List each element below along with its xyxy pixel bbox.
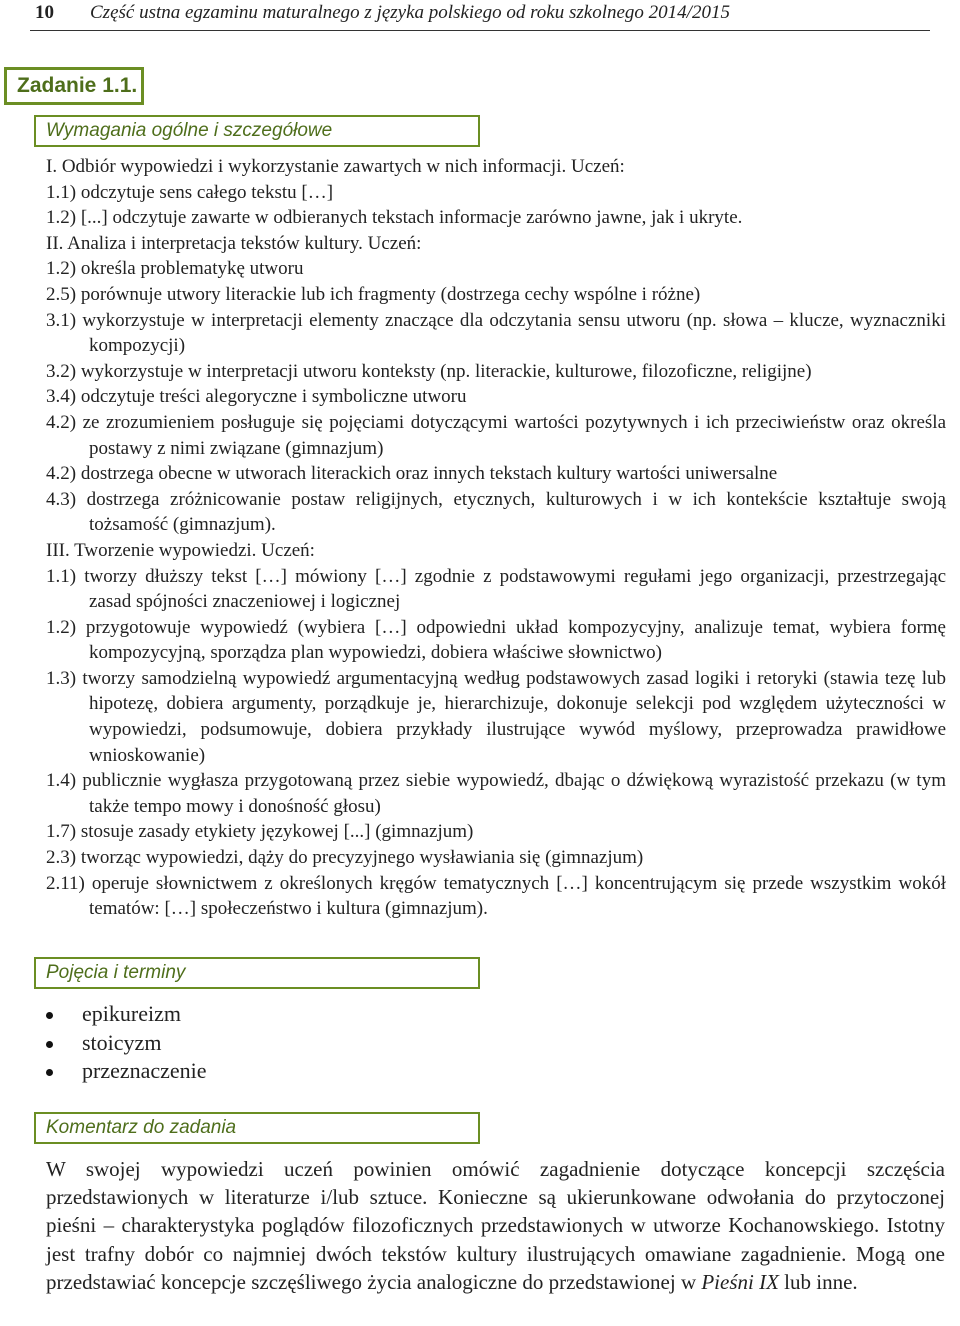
- commentary-emphasis: Pieśni IX: [701, 1269, 779, 1294]
- req-section-heading: I. Odbiór wypowiedzi i wykorzystanie zawartych w nich informacji. Uczeń:: [46, 156, 625, 177]
- req-item: 1.1) tworzy dłuższy tekst […] mówiony […] zgodnie z podstawowymi regułami jego organizacji, przestrzegając zasad spójności znaczeniowej i logicznej: [46, 565, 946, 613]
- req-item: 4.2) ze zrozumieniem posługuje się pojęciami dotyczącymi wartości pozytywnych i ich przeciwieństw oraz określa postawy z nimi związane (gimnazjum): [46, 411, 946, 459]
- requirements-list: [46, 154, 946, 922]
- term-item: przeznaczenie: [46, 1057, 207, 1086]
- req-item: 1.1) odczytuje sens całego tekstu […]: [46, 181, 334, 203]
- req-item: 1.2) określa problematykę utworu: [46, 258, 304, 280]
- task-label-box: Zadanie 1.1.: [4, 67, 144, 105]
- req-item: 2.3) tworząc wypowiedzi, dąży do precyzyjnego wysławiania się (gimnazjum): [46, 847, 644, 869]
- req-item: 1.2) [...] odczytuje zawarte w odbieranych tekstach informacje zarówno jawne, jak i ukryte.: [46, 207, 743, 229]
- terms-list: [46, 1000, 207, 1086]
- term-item: stoicyzm: [46, 1029, 207, 1058]
- terms-heading: Pojęcia i terminy: [34, 957, 480, 989]
- commentary-text-start: W swojej wypowiedzi uczeń powinien omówić zagadnienie dotyczące koncepcji szczęścia przedstawionych w literaturze i/lub sztuce. Konieczne są ukierunkowane odwołania do przytoczonej pieśni – charakterystyka poglądów filozoficznych przedstawionych w utworze Kochanowskiego. Istotny jest trafny dobór co najmniej dwóch tekstów kultury ilustrujących omawiane zagadnienie. Mogą one przedstawiać koncepcje szczęśliwego życia analogiczne do przedstawionej w: [46, 1157, 945, 1294]
- commentary-text: [46, 1155, 945, 1296]
- commentary-heading: Komentarz do zadania: [34, 1112, 480, 1144]
- term-item: epikureizm: [46, 1000, 207, 1029]
- req-item: 2.11) operuje słownictwem z określonych kręgów tematycznych […] koncentrującym się przede wszystkim wokół tematów: […] społeczeństwo i kultura (gimnazjum).: [46, 872, 946, 920]
- req-item: 1.4) publicznie wygłasza przygotowaną przez siebie wypowiedź, dbając o dźwiękową wyrazistość przekazu (w tym także tempo mowy i donośność głosu): [46, 770, 946, 817]
- header-rule: [30, 30, 930, 31]
- req-item: 4.2) dostrzega obecne w utworach literackich oraz innych tekstach kultury wartości uniwersalne: [46, 463, 778, 485]
- req-section-heading: III. Tworzenie wypowiedzi. Uczeń:: [46, 539, 315, 561]
- req-item: 1.3) tworzy samodzielną wypowiedź argumentacyjną według podstawowych zasad logiki i retoryki (stawia tezę lub hipotezę, dobiera argumenty, porządkuje je, hierarchizuje, dokonuje selekcji pod względem użyteczności w wypowiedzi, podsumowuje, dobiera przykłady ilustrujące wywód myślowy, przeprowadza prawidłowe wnioskowanie): [46, 667, 946, 766]
- req-item: 1.2) przygotowuje wypowiedź (wybiera […] odpowiedni układ kompozycyjny, analizuje temat, wybiera formę kompozycyjną, sporządza plan wypowiedzi, dobiera właściwe słownictwo): [46, 616, 946, 664]
- req-item: 3.4) odczytuje treści alegoryczne i symboliczne utworu: [46, 386, 467, 408]
- req-item: 4.3) dostrzega zróżnicowanie postaw religijnych, etycznych, kulturowych i w ich kontekście kształtuje swoją tożsamość (gimnazjum).: [46, 488, 946, 536]
- req-item: 2.5) porównuje utwory literackie lub ich fragmenty (dostrzega cechy wspólne i różne): [46, 283, 701, 305]
- req-section-heading: II. Analiza i interpretacja tekstów kultury. Uczeń:: [46, 232, 422, 254]
- page-number: 10: [35, 2, 54, 23]
- running-title: Część ustna egzaminu maturalnego z języka polskiego od roku szkolnego 2014/2015: [90, 2, 730, 23]
- page-header: [0, 0, 960, 30]
- commentary-text-end: lub inne.: [778, 1269, 858, 1294]
- req-item: 3.1) wykorzystuje w interpretacji elementy znaczące dla odczytania sensu utworu (np. słowa – klucze, wyznaczniki kompozycji): [46, 309, 946, 357]
- requirements-heading: Wymagania ogólne i szczegółowe: [34, 115, 480, 147]
- req-item: 1.7) stosuje zasady etykiety językowej [...] (gimnazjum): [46, 821, 474, 843]
- req-item: 3.2) wykorzystuje w interpretacji utworu konteksty (np. literackie, kulturowe, filozoficzne, religijne): [46, 360, 812, 382]
